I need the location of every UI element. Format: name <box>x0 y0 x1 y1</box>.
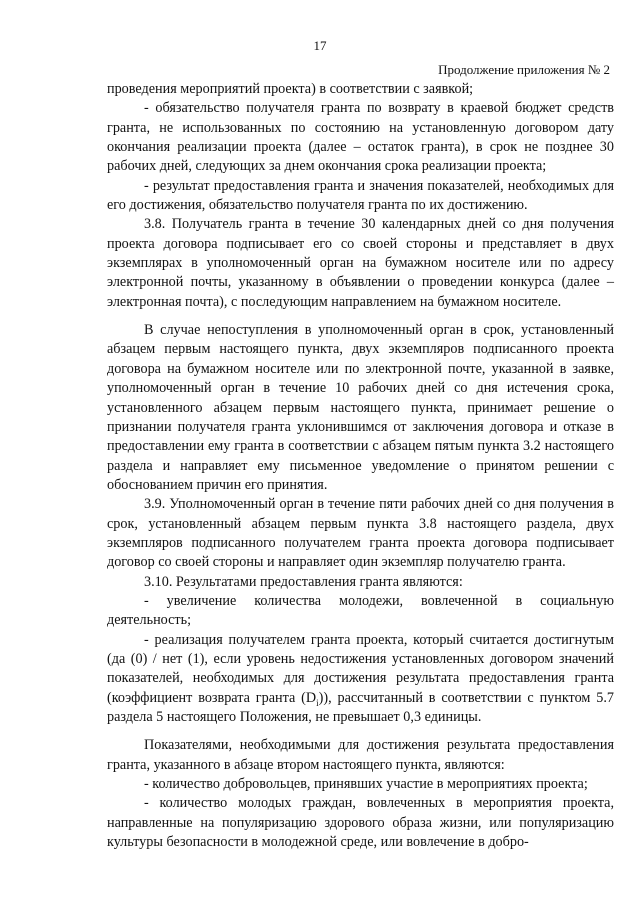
paragraph-project-text: - реализация получателем гранта проекта, который считается достигнутым (да (0) / нет (1), если уровень недостижения установленных договором значений показателей, необходимых для достижения результата предоставления гранта (коэффициент возврата гранта (D <box>107 631 614 706</box>
paragraph-youth-increase: - увеличение количества молодежи, вовлеченной в социальную деятельность; <box>107 592 614 629</box>
page-number: 17 <box>313 38 327 53</box>
paragraph-3-9: 3.9. Уполномоченный орган в течение пяти рабочих дней со дня получения в срок, установленный абзацем первым пункта 3.8 настоящего раздела, двух экземпляров подписанного получателем гранта проекта договора подписывает договор со своей стороны и направляет один экземпляр получателю гранта. <box>107 496 614 571</box>
paragraph-3-10: 3.10. Результатами предоставления гранта являются: <box>144 573 463 590</box>
paragraph-young-citizens: - количество молодых граждан, вовлеченных в мероприятия проекта, направленные на популяризацию здорового образа жизни, или популяризацию культуры безопасности в молодежной среде, или вовлечение в добро- <box>107 795 614 851</box>
paragraph-1: проведения мероприятий проекта) в соответствии с заявкой; <box>107 81 474 97</box>
appendix-continuation-label: Продолжение приложения № 2 <box>438 62 610 77</box>
paragraph-2: - обязательство получателя гранта по возврату в краевой бюджет средств гранта, не использованных по состоянию на установленную договором дату окончания реализации проекта (далее – остаток гранта), в срок не позднее 30 рабочих дней, следующих за днем окончания срока реализации проекта; <box>107 100 614 175</box>
paragraph-project-text-end: )), рассчитанный в соответствии с пунктом 5.7 раздела 5 настоящего Положения, не превышает 0,3 единицы. <box>107 689 614 725</box>
paragraph-project-implementation <box>107 631 614 728</box>
paragraph-3: - результат предоставления гранта и значения показателей, необходимых для его достижения, обязательство получателя гранта по их достижению. <box>107 177 614 214</box>
paragraph-volunteers: - количество добровольцев, принявших участие в мероприятиях проекта; <box>144 776 588 793</box>
document-body <box>107 80 614 852</box>
paragraph-3-8: 3.8. Получатель гранта в течение 30 календарных дней со дня получения проекта договора подписывает его со своей стороны и представляет в двух экземплярах в уполномоченный орган на бумажном носителе или по адресу электронной почты, указанному в объявлении о проведении конкурса (далее – электронная почта), с последующим направлением на бумажном носителе. <box>107 216 614 310</box>
paragraph-non-receipt: В случае непоступления в уполномоченный орган в срок, установленный абзацем первым настоящего пункта, двух экземпляров подписанного проекта договора на бумажном носителе или по электронной почте, указанной в заявке, уполномоченный орган в течение 10 рабочих дней со дня истечения срока, установленного абзацем первым настоящего пункта, принимает решение о признании получателя гранта уклонившимся от заключения договора и отказе в предоставлении ему гранта в соответствии с абзацем пятым пункта 3.2 настоящего раздела и направляет ему письменное уведомление о принятом решении с обоснованием причин его принятия. <box>107 322 614 493</box>
coefficient-subscript: i <box>316 697 319 708</box>
paragraph-indicators: Показателями, необходимыми для достижения результата предоставления гранта, указанного в абзаце втором настоящего пункта, являются: <box>107 737 614 773</box>
